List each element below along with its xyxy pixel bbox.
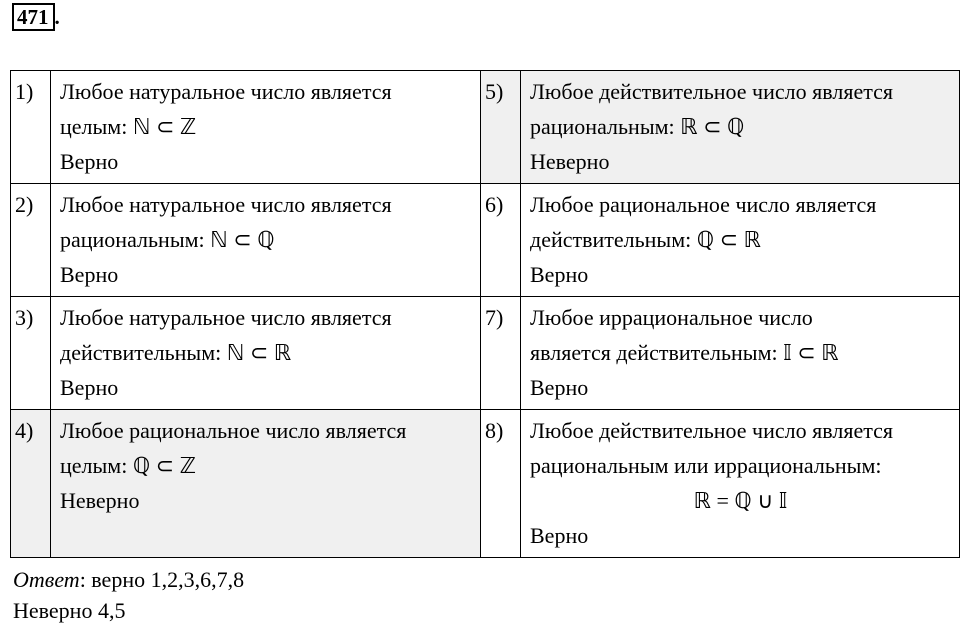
statements-table-body	[11, 71, 960, 558]
statement-cell	[521, 297, 960, 410]
statement-number: 7)	[481, 297, 521, 410]
problem-number-text: 471	[17, 5, 49, 29]
table-row	[11, 184, 960, 297]
statement-cell	[521, 71, 960, 184]
statement-number: 1)	[11, 71, 51, 184]
statement-text-line: действительным: ℚ ⊂ ℝ	[530, 227, 761, 252]
statement-number: 8)	[481, 410, 521, 558]
statement-text-line: Любое натуральное число является	[60, 305, 392, 330]
statement-text-line: Любое рациональное число является	[530, 192, 877, 217]
table-row	[11, 410, 960, 558]
statement-text-line: ℝ = ℚ ∪ 𝕀	[693, 488, 788, 513]
statement-text-line: целым: ℚ ⊂ ℤ	[60, 453, 196, 478]
statement-text-line: рациональным или иррациональным:	[530, 453, 882, 478]
answer-true-text: : верно 1,2,3,6,7,8	[79, 567, 245, 592]
statement-text-line: целым: ℕ ⊂ ℤ	[60, 114, 197, 139]
answer-label: Ответ	[13, 567, 80, 592]
statement-number: 2)	[11, 184, 51, 297]
statement-number: 6)	[481, 184, 521, 297]
statement-cell	[521, 410, 960, 558]
statement-number: 4)	[11, 410, 51, 558]
statement-number: 5)	[481, 71, 521, 184]
statement-text-line: Любое действительное число является	[530, 79, 893, 104]
statement-verdict: Верно	[530, 523, 589, 548]
statement-verdict: Верно	[530, 375, 589, 400]
statement-text-line: рациональным: ℝ ⊂ ℚ	[530, 114, 745, 139]
statement-cell	[51, 410, 481, 558]
statement-cell	[51, 71, 481, 184]
statement-verdict: Неверно	[530, 149, 610, 174]
statement-text-line: Любое действительное число является	[530, 418, 893, 443]
statement-text-line: Любое натуральное число является	[60, 79, 392, 104]
statement-cell	[521, 184, 960, 297]
table-row	[11, 297, 960, 410]
problem-number-dot: .	[54, 5, 60, 29]
statement-verdict: Верно	[530, 262, 589, 287]
statement-number: 3)	[11, 297, 51, 410]
answer-line-false: Неверно 4,5	[13, 598, 126, 623]
statements-table	[10, 70, 960, 558]
table-row	[11, 71, 960, 184]
answer-block	[13, 564, 244, 626]
problem-number-box	[12, 3, 55, 31]
statement-verdict: Верно	[60, 375, 119, 400]
answer-line-true	[13, 564, 244, 595]
statement-text-line: рациональным: ℕ ⊂ ℚ	[60, 227, 275, 252]
statement-text-line: Любое иррациональное число	[530, 305, 813, 330]
statement-text-line: Любое рациональное число является	[60, 418, 407, 443]
problem-number	[12, 3, 60, 31]
statement-verdict: Верно	[60, 262, 119, 287]
statement-verdict: Неверно	[60, 488, 140, 513]
statement-text-line: является действительным: 𝕀 ⊂ ℝ	[530, 340, 839, 365]
statement-cell	[51, 297, 481, 410]
statement-cell	[51, 184, 481, 297]
statement-verdict: Верно	[60, 149, 119, 174]
statement-text-line: действительным: ℕ ⊂ ℝ	[60, 340, 292, 365]
statement-text-line: Любое натуральное число является	[60, 192, 392, 217]
